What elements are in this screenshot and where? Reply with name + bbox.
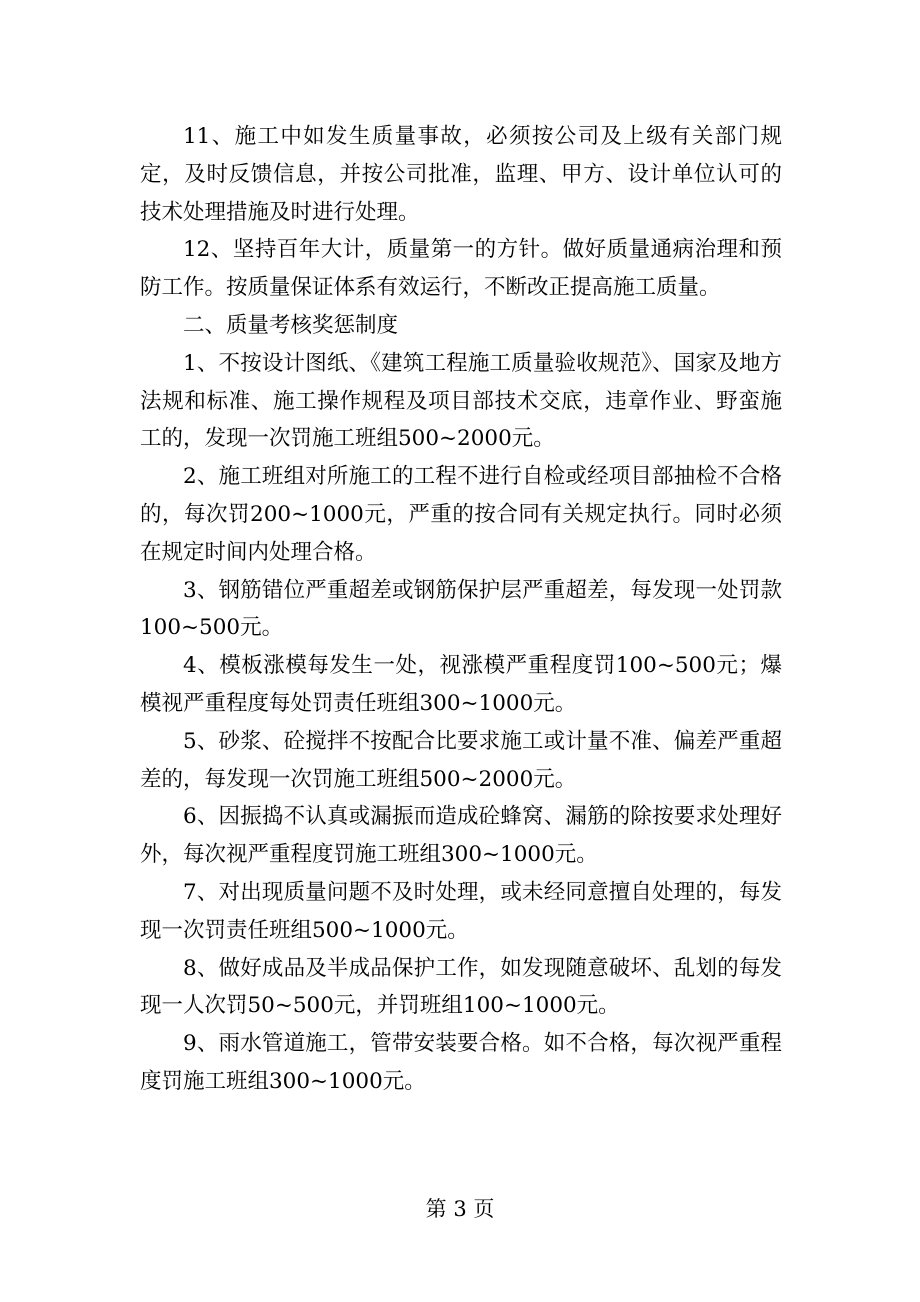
rule-item-4: 4、模板涨模每发生一处，视涨模严重程度罚100~500元；爆模视严重程度每处罚责任班组300~1000元。 xyxy=(140,653,782,716)
rule-item-9: 9、雨水管道施工，管带安装要合格。如不合格，每次视严重程度罚施工班组300~1000元。 xyxy=(140,1031,782,1094)
rule-item-3: 3、钢筋错位严重超差或钢筋保护层严重超差，每发现一处罚款100~500元。 xyxy=(140,577,782,641)
rule-item-7: 7、对出现质量问题不及时处理，或未经同意擅自处理的，每发现一次罚责任班组500~1000元。 xyxy=(140,879,782,943)
section-heading: 二、质量考核奖惩制度 xyxy=(183,312,399,338)
rule-item-6: 6、因振捣不认真或漏振而造成砼蜂窝、漏筋的除按要求处理好外，每次视严重程度罚施工班组300~1000元。 xyxy=(140,804,782,868)
paragraph-item-12: 12、坚持百年大计，质量第一的方针。做好质量通病治理和预防工作。按质量保证体系有效运行，不断改正提高施工质量。 xyxy=(140,237,782,301)
rule-item-1: 1、不按设计图纸、《建筑工程施工质量验收规范》、国家及地方法规和标准、施工操作规程及项目部技术交底，违章作业、野蛮施工的，发现一次罚施工班组500~2000元。 xyxy=(140,350,782,452)
rule-item-8: 8、做好成品及半成品保护工作，如发现随意破坏、乱划的每发现一人次罚50~500元，并罚班组100~1000元。 xyxy=(140,955,782,1019)
document-body xyxy=(140,118,782,1101)
rule-item-2: 2、施工班组对所施工的工程不进行自检或经项目部抽检不合格的，每次罚200~1000元，严重的按合同有关规定执行。同时必须在规定时间内处理合格。 xyxy=(140,464,782,565)
page-number: 第 3 页 xyxy=(425,1197,495,1221)
rule-item-5: 5、砂浆、砼搅拌不按配合比要求施工或计量不准、偏差严重超差的，每发现一次罚施工班组500~2000元。 xyxy=(140,728,782,792)
paragraph-item-11: 11、施工中如发生质量事故，必须按公司及上级有关部门规定，及时反馈信息，并按公司批准，监理、甲方、设计单位认可的技术处理措施及时进行处理。 xyxy=(140,124,782,225)
